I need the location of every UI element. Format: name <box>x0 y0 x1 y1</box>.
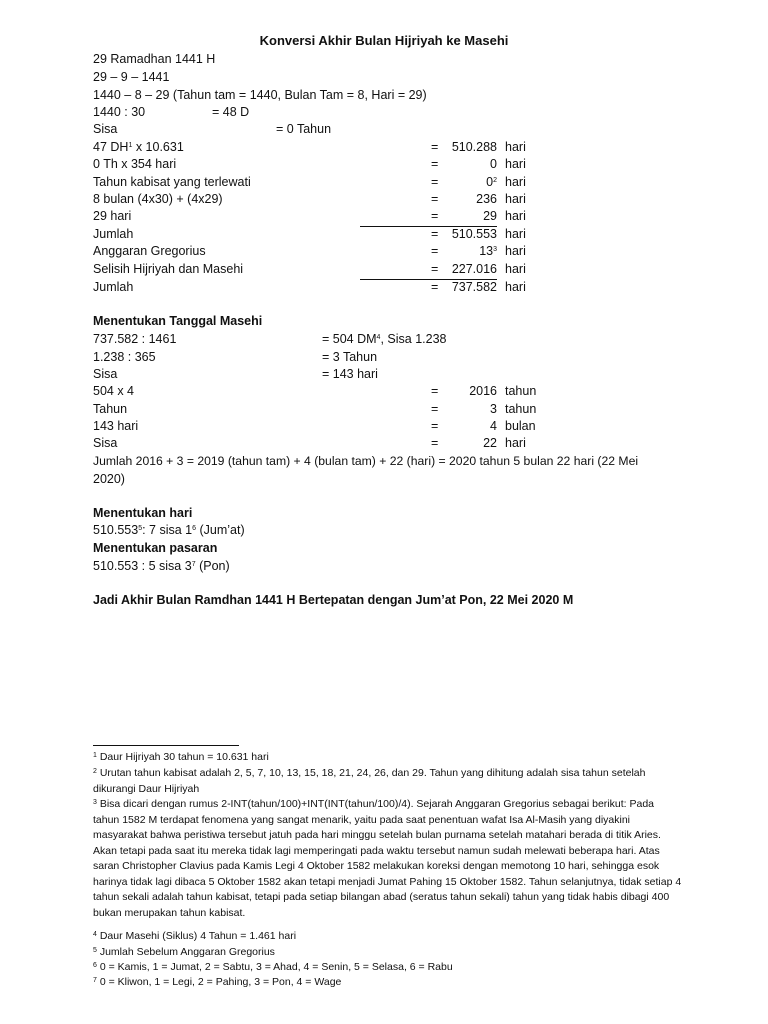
calc-row-value: 227.016 <box>451 262 497 276</box>
section2-row-eq: = <box>431 402 439 416</box>
calc-row-eq: = <box>431 280 439 294</box>
section-heading-pasaran: Menentukan pasaran <box>93 541 218 555</box>
calc-row-value: 0 <box>490 157 497 171</box>
calc-row-unit: hari <box>505 140 526 154</box>
conclusion: Jadi Akhir Bulan Ramdhan 1441 H Bertepatan dengan Jum’at Pon, 22 Mei 2020 M <box>93 593 574 607</box>
total-line-1: Jumlah 2016 + 3 = 2019 (tahun tam) + 4 (bulan tam) + 22 (hari) = 2020 tahun 5 bulan 22 hari (22 Mei <box>93 454 639 468</box>
section2-row-eq: = <box>431 384 439 398</box>
calc-row-value: 236 <box>476 192 497 206</box>
footnote: $^3$ Bisa dicari dengan rumus 2-INT(tahun/100)+INT(INT(tahun/100)/4). Sejarah Anggaran Gregorius sebagai berikut: Pada tahun 1582 M terdapat fenomena yang sangat menarik, yaitu pada saat penentuan wafat Isa Al-Masih yang diyakini masyarakat bahwa peristiwa tersebut jatuh pada hari minggu setelah bulan purnama setelah matahari berada di titik Aries. Akan tetapi pada saat itu mereka tidak lagi memperingati pada waktu tersebut namun sudah melewati beberapa hari. Atas saran Christopher Clavius pada Kamis Legi 4 Oktober 1582 melakukan koreksi dengan memotong 10 hari, sehingga esok harinya tidak lagi dibaca 5 Oktober 1582 akan tetapi menjadi Jumat Pahing 15 Oktober 1582. Tahun selanjutnya, tidak setiap 4 tahun sekali adalah tahun kabisat, tetapi pada setiap bilangan abad (seratus tahun sekali) tahun yang tidak habis dibagi 400 bukan merupakan tahun kabisat. <box>93 798 682 919</box>
calc-row-eq: = <box>431 140 439 154</box>
calc-row-eq: = <box>431 227 439 241</box>
calc-row-unit: hari <box>505 192 526 206</box>
intro-line-3: 1440 – 8 – 29 (Tahun tam = 1440, Bulan Tam = 8, Hari = 29) <box>93 88 427 102</box>
intro-line-1: 29 Ramadhan 1441 H <box>93 52 216 66</box>
section2-row-label: 143 hari <box>93 419 139 433</box>
calc-row-label: Tahun kabisat yang terlewati <box>93 175 251 189</box>
calc-row-unit: hari <box>505 175 526 189</box>
section-heading-tanggal: Menentukan Tanggal Masehi <box>93 314 263 328</box>
section2-row-value: 22 <box>483 436 497 450</box>
section2-row-unit: tahun <box>505 402 537 416</box>
section2-row-label: Sisa <box>93 436 118 450</box>
footnote: $^5$ Jumlah Sebelum Anggaran Gregorius <box>93 946 275 958</box>
section2-row-label: 504 x 4 <box>93 384 135 398</box>
calc-row-value: $13^3$ <box>479 244 497 258</box>
calc-row-label: Selisih Hijriyah dan Masehi <box>93 262 244 276</box>
section2-row-unit: tahun <box>505 384 537 398</box>
calc-row-unit: hari <box>505 157 526 171</box>
section2-div-left: 737.582 : 1461 <box>93 332 177 346</box>
pasaran-calc: 510.553 : 5 sisa $3^7$ (Pon) <box>93 559 230 573</box>
footnote: $^2$ Urutan tahun kabisat adalah 2, 5, 7, 10, 13, 15, 18, 21, 24, 26, dan 29. Tahun yang dihitung adalah sisa tahun setelah dikurangi Daur Hijriyah <box>93 767 646 795</box>
section2-row-value: 3 <box>490 402 497 416</box>
calc-row-label: Jumlah <box>93 280 134 294</box>
section2-div-right: = 143 hari <box>322 367 378 381</box>
total-line-2: 2020) <box>93 472 125 486</box>
section-heading-hari: Menentukan hari <box>93 506 193 520</box>
calc-row-value: 737.582 <box>451 280 497 294</box>
calc-row-label: 47 $DH^1$ x 10.631 <box>93 140 184 154</box>
section2-row-unit: hari <box>505 436 526 450</box>
calc-row-label: Anggaran Gregorius <box>93 244 206 258</box>
section2-row-label: Tahun <box>93 402 128 416</box>
footnote: $^7$ 0 = Kliwon, 1 = Legi, 2 = Pahing, 3 = Pon, 4 = Wage <box>93 976 342 988</box>
division-1-left: 1440 : 30 <box>93 105 146 119</box>
sisa-1-left: Sisa <box>93 122 118 136</box>
calc-row-unit: hari <box>505 262 526 276</box>
calc-row-label: Jumlah <box>93 227 134 241</box>
calc-row-unit: hari <box>505 227 526 241</box>
calc-row-label: 8 bulan (4x30) + (4x29) <box>93 192 223 206</box>
section2-div-right: = 504 $DM^4$, Sisa 1.238 <box>322 332 447 346</box>
calc-row-eq: = <box>431 192 439 206</box>
calc-row-eq: = <box>431 175 439 189</box>
footnote: $^6$ 0 = Kamis, 1 = Jumat, 2 = Sabtu, 3 = Ahad, 4 = Senin, 5 = Selasa, 6 = Rabu <box>93 961 453 973</box>
section2-div-right: = 3 Tahun <box>322 350 378 364</box>
section2-div-left: Sisa <box>93 367 118 381</box>
section2-row-value: 2016 <box>469 384 497 398</box>
section2-row-eq: = <box>431 419 439 433</box>
calc-row-value: 510.288 <box>451 140 497 154</box>
calc-row-eq: = <box>431 209 439 223</box>
section2-row-eq: = <box>431 436 439 450</box>
calc-row-value: $0^2$ <box>486 175 497 189</box>
section2-div-left: 1.238 : 365 <box>93 350 156 364</box>
sisa-1-right: = 0 Tahun <box>276 122 332 136</box>
calc-row-eq: = <box>431 262 439 276</box>
document-title: Konversi Akhir Bulan Hijriyah ke Masehi <box>259 33 509 48</box>
calc-row-value: 29 <box>483 209 497 223</box>
footnote: $^1$ Daur Hijriyah 30 tahun = 10.631 hari <box>93 751 269 763</box>
calc-row-label: 29 hari <box>93 209 132 223</box>
calc-row-unit: hari <box>505 209 526 223</box>
calc-row-unit: hari <box>505 244 526 258</box>
section2-row-unit: bulan <box>505 419 536 433</box>
section2-row-value: 4 <box>490 419 497 433</box>
calc-row-unit: hari <box>505 280 526 294</box>
calc-row-value: 510.553 <box>451 227 497 241</box>
intro-line-2: 29 – 9 – 1441 <box>93 70 170 84</box>
division-1-right: = 48 D <box>212 105 250 119</box>
footnote: $^4$ Daur Masehi (Siklus) 4 Tahun = 1.461 hari <box>93 930 297 942</box>
hari-calc: 510.553$^5$: 7 sisa $1^6$ (Jum’at) <box>93 523 245 537</box>
footnote-separator <box>93 745 239 746</box>
calc-row-eq: = <box>431 244 439 258</box>
calc-row-label: 0 Th x 354 hari <box>93 157 177 171</box>
calc-row-eq: = <box>431 157 439 171</box>
